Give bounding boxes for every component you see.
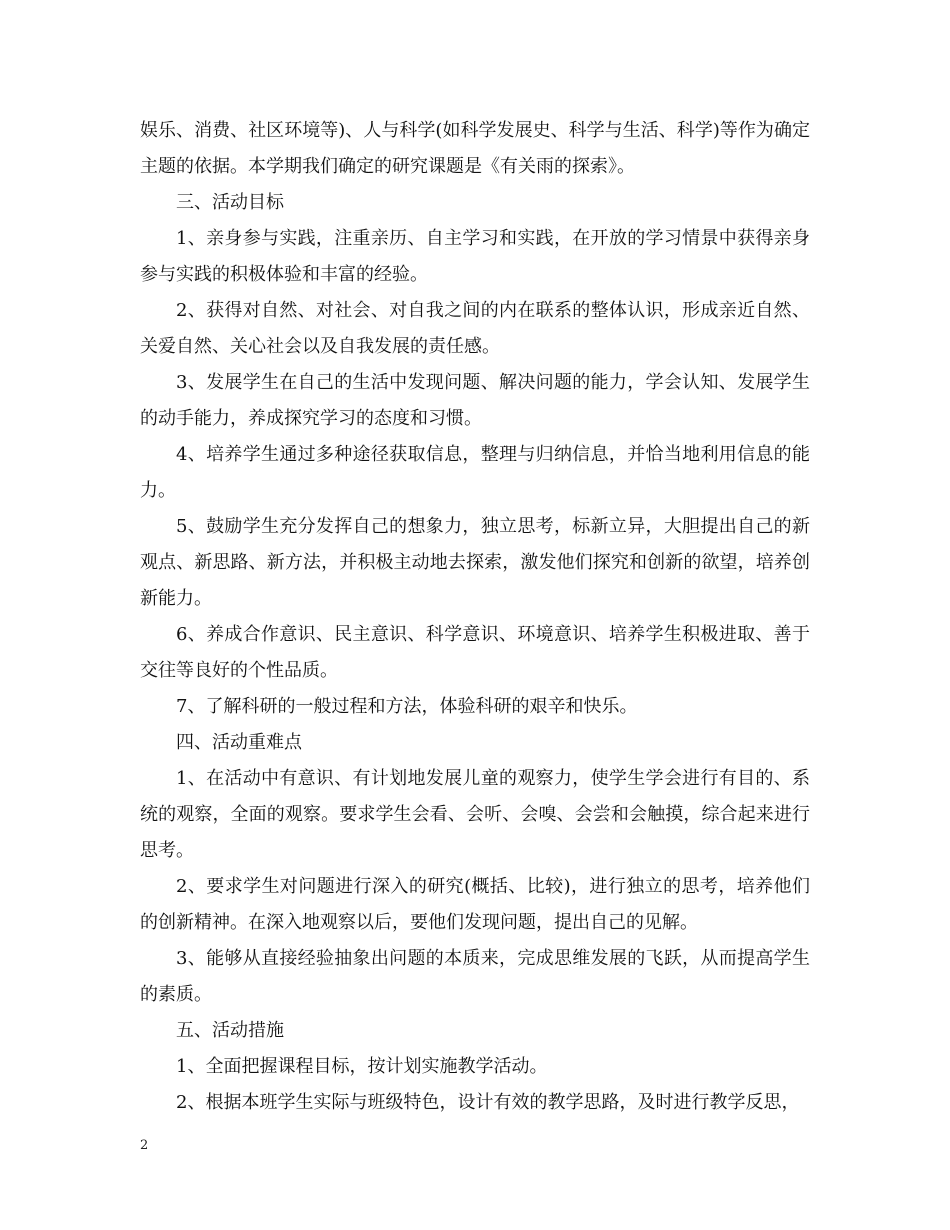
section-heading: 四、活动重难点 (176, 732, 302, 753)
paragraph: 1、全面把握课程目标，按计划实施教学活动。 (176, 1056, 548, 1077)
paragraph: 3、能够从直接经验抽象出问题的本质来，完成思维发展的飞跃，从而提高学生的素质。 (140, 948, 810, 1005)
page-number: 2 (140, 1138, 149, 1153)
paragraph: 5、鼓励学生充分发挥自己的想象力，独立思考，标新立异，大胆提出自己的新观点、新思路、新方法，并积极主动地去探索，激发他们探究和创新的欲望，培养创新能力。 (140, 516, 810, 609)
paragraph: 1、亲身参与实践，注重亲历、自主学习和实践，在开放的学习情景中获得亲身参与实践的积极体验和丰富的经验。 (140, 228, 810, 285)
paragraph: 2、要求学生对问题进行深入的研究(概括、比较)，进行独立的思考，培养他们的创新精神。在深入地观察以后，要他们发现问题，提出自己的见解。 (140, 876, 810, 933)
section-heading: 五、活动措施 (176, 1020, 284, 1041)
paragraph: 娱乐、消费、社区环境等)、人与科学(如科学发展史、科学与生活、科学)等作为确定主题的依据。本学期我们确定的研究课题是《有关雨的探索》。 (140, 120, 810, 177)
paragraph: 1、在活动中有意识、有计划地发展儿童的观察力，使学生学会进行有目的、系统的观察，全面的观察。要求学生会看、会听、会嗅、会尝和会触摸，综合起来进行思考。 (140, 768, 810, 861)
paragraph: 7、了解科研的一般过程和方法，体验科研的艰辛和快乐。 (176, 696, 638, 717)
paragraph: 2、根据本班学生实际与班级特色，设计有效的教学思路，及时进行教学反思， (176, 1092, 800, 1113)
paragraph: 4、培养学生通过多种途径获取信息，整理与归纳信息，并恰当地利用信息的能力。 (140, 444, 810, 501)
paragraph: 6、养成合作意识、民主意识、科学意识、环境意识、培养学生积极进取、善于交往等良好的个性品质。 (140, 624, 810, 681)
document-body (140, 113, 810, 1121)
paragraph: 3、发展学生在自己的生活中发现问题、解决问题的能力，学会认知、发展学生的动手能力，养成探究学习的态度和习惯。 (140, 372, 810, 429)
section-heading: 三、活动目标 (176, 192, 284, 213)
paragraph: 2、获得对自然、对社会、对自我之间的内在联系的整体认识，形成亲近自然、关爱自然、关心社会以及自我发展的责任感。 (140, 300, 810, 357)
